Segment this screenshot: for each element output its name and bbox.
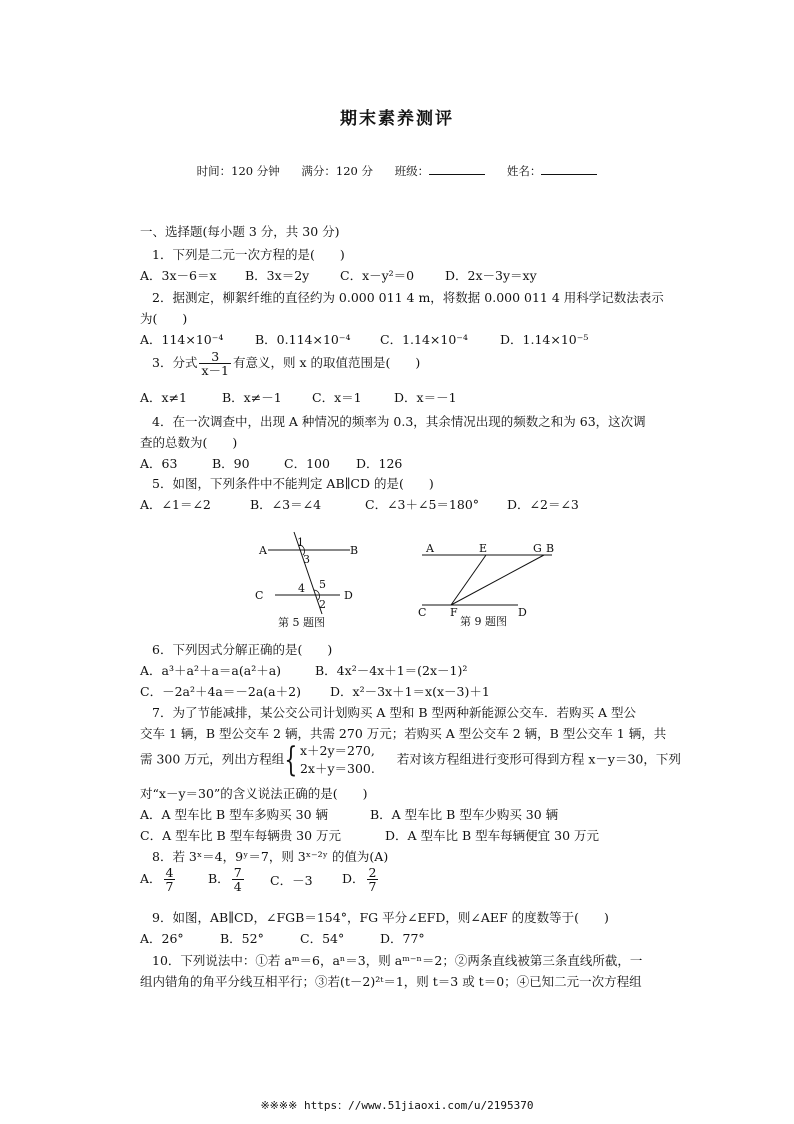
fig9-caption: 第 9 题图 bbox=[460, 615, 507, 628]
q8-option-a[interactable] bbox=[140, 866, 208, 893]
q6-option-b[interactable]: B．4x²－4x＋1＝(2x－1)² bbox=[315, 663, 468, 678]
q4-options bbox=[140, 454, 402, 472]
q9-option-b[interactable]: B．52° bbox=[220, 931, 264, 946]
q7-option-a[interactable]: A．A 型车比 B 型车多购买 30 辆 bbox=[140, 807, 329, 822]
q5-stem: 5．如图，下列条件中不能判定 AB∥CD 的是( ) bbox=[152, 476, 434, 491]
q8-option-d[interactable] bbox=[342, 866, 380, 893]
class-label: 班级： bbox=[394, 164, 430, 178]
figure-9 bbox=[418, 542, 554, 628]
fig5-label-3: 3 bbox=[303, 553, 310, 566]
q6-option-d[interactable]: D．x²－3x＋1＝x(x－3)＋1 bbox=[330, 684, 490, 699]
q1-option-b[interactable]: B．3x＝2y bbox=[245, 268, 310, 283]
q1-option-d[interactable]: D．2x－3y＝xy bbox=[445, 268, 537, 283]
q6-option-a[interactable]: A．a³＋a²＋a＝a(a²＋a) bbox=[140, 663, 282, 678]
q7-line3 bbox=[140, 742, 681, 778]
q9-stem: 9．如图，AB∥CD，∠FGB＝154°，FG 平分∠EFD，则∠AEF 的度数等于( ) bbox=[152, 910, 609, 925]
q8-d-label: D． bbox=[342, 871, 365, 887]
q3-post: 有意义，则 x 的取值范围是( ) bbox=[232, 355, 421, 371]
q8-a-den: 7 bbox=[165, 879, 174, 895]
q6-stem: 6．下列因式分解正确的是( ) bbox=[152, 642, 333, 657]
q2-option-a[interactable]: A．114×10⁻⁴ bbox=[140, 332, 224, 347]
q3-pre: 3．分式 bbox=[152, 355, 198, 371]
q9-option-c[interactable]: C．54° bbox=[300, 931, 345, 946]
q7-line1: 7．为了节能减排，某公交公司计划购买 A 型和 B 型两种新能源公交车．若购买 A 型公 bbox=[152, 705, 637, 720]
q4-option-d[interactable]: D．126 bbox=[356, 456, 403, 471]
q4-option-c[interactable]: C．100 bbox=[284, 456, 330, 471]
q5-option-b[interactable]: B．∠3＝∠4 bbox=[250, 497, 322, 512]
score-label: 满分：120 分 bbox=[301, 164, 374, 178]
class-blank[interactable] bbox=[429, 163, 485, 175]
q7-brace: { bbox=[284, 740, 298, 780]
fig5-label-C: C bbox=[255, 589, 264, 602]
q8-option-b[interactable] bbox=[208, 866, 270, 893]
q3-numerator: 3 bbox=[199, 350, 231, 364]
q8-b-label: B． bbox=[208, 871, 230, 887]
q9-option-d[interactable]: D．77° bbox=[380, 931, 425, 946]
q2-option-b[interactable]: B．0.114×10⁻⁴ bbox=[255, 332, 351, 347]
q6-option-c[interactable]: C．－2a²＋4a＝－2a(a＋2) bbox=[140, 684, 301, 699]
section-heading: 一、选择题(每小题 3 分，共 30 分) bbox=[140, 224, 340, 239]
q3-fraction bbox=[199, 350, 231, 377]
q8-b-num: 7 bbox=[233, 865, 242, 880]
fig5-label-5: 5 bbox=[319, 578, 326, 591]
name-blank[interactable] bbox=[541, 163, 597, 175]
q7-option-b[interactable]: B．A 型车比 B 型车少购买 30 辆 bbox=[370, 807, 559, 822]
fig5-label-4: 4 bbox=[298, 582, 305, 595]
q7-equation-system bbox=[300, 742, 375, 778]
q1-stem: 1．下列是二元一次方程的是( ) bbox=[152, 247, 345, 262]
page-title: 期末素养测评 bbox=[340, 109, 454, 129]
q7-line3-pre: 需 300 万元，列出方程组 bbox=[140, 751, 285, 767]
q4-line1: 4．在一次调查中，出现 A 种情况的频率为 0.3，其余情况出现的频数之和为 63，这次调 bbox=[152, 414, 646, 429]
footer-url[interactable]: ※※※※ https：//www.51jiaoxi.com/u/2195370 bbox=[260, 1099, 534, 1112]
q8-b-fraction bbox=[232, 866, 244, 893]
q2-line1: 2．据测定，柳絮纤维的直径约为 0.000 011 4 m，将数据 0.000 011 4 用科学记数法表示 bbox=[152, 290, 664, 305]
fig9-label-E: E bbox=[479, 542, 488, 555]
q8-stem: 8．若 3ˣ＝4，9ʸ＝7，则 3ˣ⁻²ʸ 的值为(A) bbox=[152, 849, 389, 864]
q7-line3-post: 若对该方程组进行变形可得到方程 x－y＝30，下列 bbox=[396, 751, 681, 767]
q8-d-num: 2 bbox=[368, 865, 377, 880]
q3-stem bbox=[152, 350, 420, 377]
q1-option-a[interactable]: A．3x－6＝x bbox=[140, 268, 217, 283]
q5-option-a[interactable]: A．∠1＝∠2 bbox=[140, 497, 211, 512]
q3-options bbox=[140, 388, 457, 406]
q8-options bbox=[140, 866, 380, 893]
q7-eq1: x＋2y＝270, bbox=[299, 743, 375, 758]
fig9-label-D: D bbox=[518, 606, 527, 619]
q8-a-fraction bbox=[164, 866, 176, 893]
fig5-label-2: 2 bbox=[319, 598, 326, 611]
q5-option-d[interactable]: D．∠2＝∠3 bbox=[507, 497, 579, 512]
figure-5 bbox=[255, 532, 358, 629]
fig5-label-B: B bbox=[350, 544, 359, 557]
fig5-label-D: D bbox=[344, 589, 353, 602]
time-label: 时间：120 分钟 bbox=[196, 164, 280, 178]
q10-line1: 10．下列说法中：①若 aᵐ＝6，aⁿ＝3，则 aᵐ⁻ⁿ＝2；②两条直线被第三条直线所截，一 bbox=[152, 953, 643, 968]
q7-eq2: 2x＋y＝300. bbox=[299, 761, 375, 776]
q9-option-a[interactable]: A．26° bbox=[140, 931, 184, 946]
q4-option-b[interactable]: B．90 bbox=[212, 456, 250, 471]
q5-options bbox=[140, 495, 579, 513]
q3-option-c[interactable]: C．x＝1 bbox=[312, 390, 362, 405]
fig9-label-B: B bbox=[546, 542, 555, 555]
fig5-caption: 第 5 题图 bbox=[278, 616, 325, 629]
name-label: 姓名： bbox=[506, 164, 542, 178]
q3-option-a[interactable]: A．x≠1 bbox=[140, 390, 188, 405]
q3-denominator: x－1 bbox=[201, 363, 229, 379]
q1-options bbox=[140, 266, 537, 284]
q2-options bbox=[140, 330, 588, 348]
q8-b-den: 4 bbox=[233, 879, 242, 895]
q7-line2: 交车 1 辆，B 型公交车 2 辆，共需 270 万元；若购买 A 型公交车 2 辆，B 型公交车 1 辆，共 bbox=[140, 726, 667, 741]
q7-line4: 对“x－y＝30”的含义说法正确的是( ) bbox=[140, 786, 368, 801]
q7-option-d[interactable]: D．A 型车比 B 型车每辆便宜 30 万元 bbox=[385, 828, 600, 843]
q3-option-d[interactable]: D．x＝－1 bbox=[394, 390, 457, 405]
fig5-label-A: A bbox=[259, 544, 267, 557]
figures bbox=[250, 528, 570, 634]
q9-options bbox=[140, 929, 425, 947]
q8-a-label: A． bbox=[140, 871, 162, 887]
q5-option-c[interactable]: C．∠3＋∠5＝180° bbox=[365, 497, 480, 512]
q8-d-fraction bbox=[367, 866, 379, 893]
q10-line2: 组内错角的角平分线互相平行；③若(t－2)²ᵗ＝1，则 t＝3 或 t＝0；④已知二元一次方程组 bbox=[140, 974, 642, 989]
q4-line2: 查的总数为( ) bbox=[140, 435, 238, 450]
q7-options-row1 bbox=[140, 805, 558, 823]
fig5-label-1: 1 bbox=[297, 536, 304, 549]
q1-option-c[interactable]: C．x－y²＝0 bbox=[340, 268, 415, 283]
q3-option-b[interactable]: B．x≠－1 bbox=[222, 390, 282, 405]
fig9-label-G: G bbox=[533, 542, 542, 555]
q2-option-c[interactable]: C．1.14×10⁻⁴ bbox=[380, 332, 468, 347]
fig9-label-F: F bbox=[450, 606, 458, 619]
q8-d-den: 7 bbox=[368, 879, 377, 895]
q8-option-c[interactable]: C．－3 bbox=[270, 872, 313, 888]
fig9-label-C: C bbox=[418, 606, 427, 619]
q4-option-a[interactable]: A．63 bbox=[140, 456, 178, 471]
q7-option-c[interactable]: C．A 型车比 B 型车每辆贵 30 万元 bbox=[140, 828, 342, 843]
q8-a-num: 4 bbox=[165, 865, 174, 880]
q2-option-d[interactable]: D．1.14×10⁻⁵ bbox=[500, 332, 589, 347]
q7-options-row2 bbox=[140, 826, 599, 844]
q6-options-row1 bbox=[140, 661, 467, 679]
exam-info bbox=[0, 163, 794, 179]
fig9-label-A: A bbox=[426, 542, 434, 555]
q2-line2: 为( ) bbox=[140, 311, 188, 326]
q6-options-row2 bbox=[140, 682, 490, 700]
